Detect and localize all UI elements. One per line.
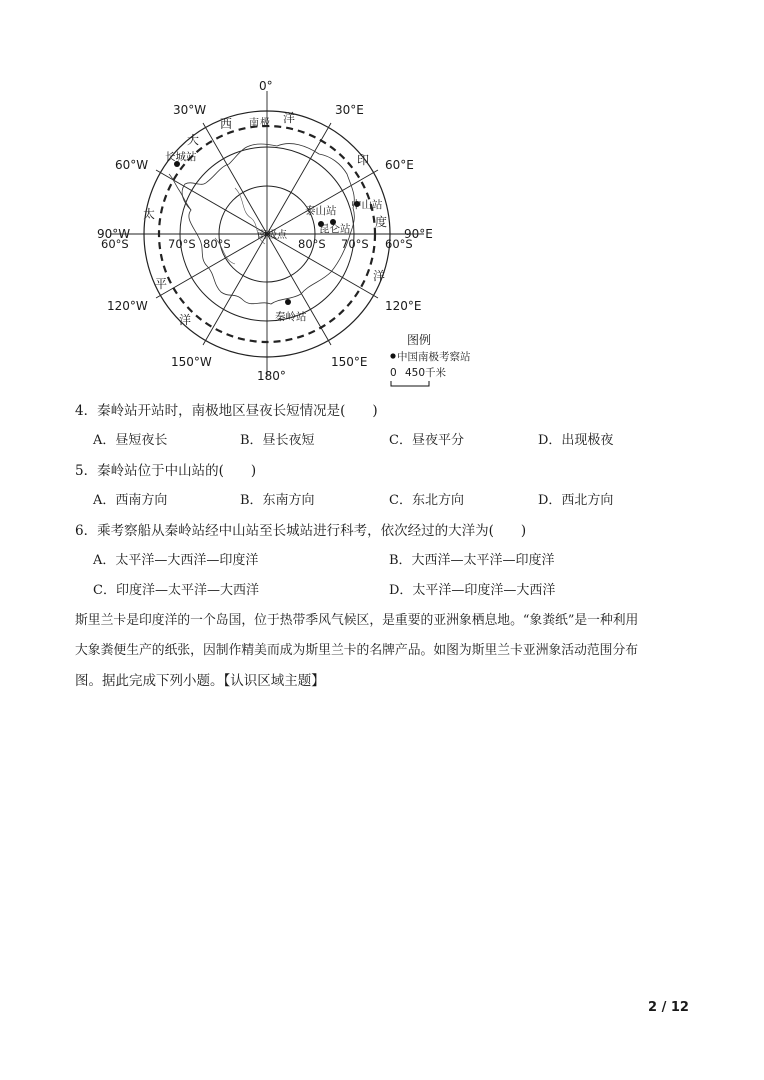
lat-label-e70: 70°S: [341, 237, 369, 251]
question-6-option-a[interactable]: A．太平洋—大西洋—印度洋: [93, 553, 259, 568]
ocean-char-tai: 太: [143, 207, 156, 221]
legend-station-label: 中国南极考察站: [397, 351, 471, 363]
great-wall-station-label: 长城站: [165, 151, 197, 163]
ocean-char-du: 度: [375, 215, 388, 229]
lon-label-120e: 120°E: [385, 299, 422, 313]
lat-label-w70: 70°S: [168, 237, 196, 251]
passage-line-3: 图。据此完成下列小题。【认识区域主题】: [75, 673, 325, 689]
ocean-char-ping: 平: [155, 277, 168, 291]
lon-label-0: 0°: [259, 79, 273, 93]
question-4-option-b[interactable]: B．昼长夜短: [240, 433, 315, 448]
lon-label-150w: 150°W: [171, 355, 212, 369]
lat-label-e80: 80°S: [298, 237, 326, 251]
question-4-option-a[interactable]: A．昼短夜长: [93, 433, 168, 448]
kunlun-station-label: 昆仑站: [319, 223, 351, 235]
lon-label-60w: 60°W: [115, 158, 149, 172]
legend-scale-value: 450千米: [405, 367, 447, 379]
question-6-option-d[interactable]: D．太平洋—印度洋—大西洋: [389, 583, 556, 598]
lon-label-90e: 90°E: [404, 227, 433, 241]
zhongshan-station-label: 中山站: [351, 199, 383, 211]
question-5-option-d[interactable]: D．西北方向: [538, 493, 614, 508]
ocean-char-yang-top: 洋: [283, 111, 296, 125]
question-4-option-d[interactable]: D．出现极夜: [538, 433, 614, 448]
question-6-option-b[interactable]: B．大西洋—太平洋—印度洋: [389, 553, 555, 568]
qinling-station-dot: [285, 299, 291, 305]
lat-label-w80: 80°S: [203, 237, 231, 251]
lon-label-60e: 60°E: [385, 158, 414, 172]
qinling-station-label: 秦岭站: [275, 311, 307, 323]
lon-label-30w: 30°W: [173, 103, 207, 117]
lon-label-30e: 30°E: [335, 103, 364, 117]
ocean-char-yang-right: 洋: [373, 269, 386, 283]
question-4-option-c[interactable]: C．昼夜平分: [389, 433, 464, 448]
south-pole-label: 南极点: [257, 230, 287, 241]
passage-line-2: 大象粪便生产的纸张，因制作精美而成为斯里兰卡的名牌产品。如图为斯里兰卡亚洲象活动范围分布: [75, 643, 639, 658]
ocean-char-da: 大: [187, 133, 200, 147]
question-4-stem: 4．秦岭站开站时，南极地区昼夜长短情况是( ): [75, 403, 378, 419]
lon-label-180: 180°: [257, 369, 286, 383]
question-6-stem: 6．乘考察船从秦岭站经中山站至长城站进行科考，依次经过的大洋为( ): [75, 523, 527, 539]
ocean-char-yin: 印: [357, 153, 370, 167]
lat-label-e60: 60°S: [385, 237, 413, 251]
question-5-option-c[interactable]: C．东北方向: [389, 493, 464, 508]
legend-scale-zero: 0: [390, 367, 397, 379]
antarctica-polar-map: [95, 78, 490, 390]
question-5-stem: 5．秦岭站位于中山站的( ): [75, 463, 257, 479]
question-5-option-b[interactable]: B．东南方向: [240, 493, 315, 508]
passage-line-1: 斯里兰卡是印度洋的一个岛国，位于热带季风气候区，是重要的亚洲象栖息地。“象粪纸”是一种利用: [75, 613, 639, 628]
page-number: 2 / 12: [648, 1000, 689, 1015]
question-6-option-c[interactable]: C．印度洋—太平洋—大西洋: [93, 583, 259, 598]
legend-title: 图例: [407, 333, 432, 347]
lon-label-150e: 150°E: [331, 355, 368, 369]
lon-label-90w: 90°W: [97, 227, 131, 241]
ocean-char-xi: 西: [220, 117, 233, 131]
lat-label-w60: 60°S: [101, 237, 129, 251]
question-5-option-a[interactable]: A．西南方向: [93, 493, 168, 508]
ocean-char-yang-left: 洋: [179, 313, 192, 327]
legend-scale-bar: [391, 381, 429, 386]
lon-label-120w: 120°W: [107, 299, 148, 313]
ocean-char-nan: 南: [249, 118, 259, 129]
legend-station-dot: [390, 353, 395, 358]
taishan-station-label: 泰山站: [305, 205, 337, 217]
ocean-char-ji: 极: [260, 118, 270, 129]
